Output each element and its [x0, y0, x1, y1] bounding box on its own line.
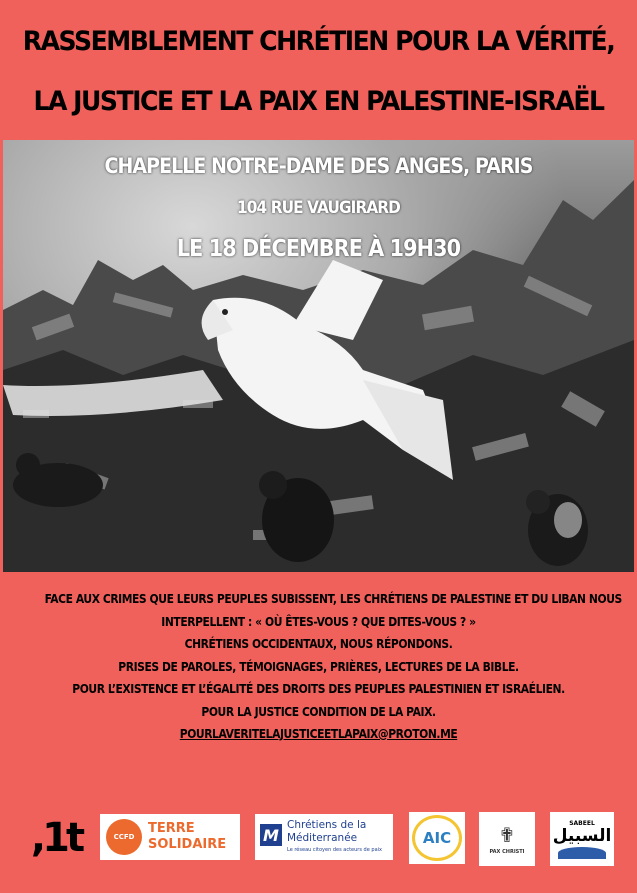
sabeel-label-en: SABEEL	[569, 819, 595, 827]
cdm-mark-icon: M	[260, 824, 282, 846]
ccfd-line-1: TERRE	[148, 821, 195, 836]
event-address: 104 RUE VAUGIRARD	[237, 198, 400, 218]
sabeel-logo	[550, 812, 614, 866]
cdm-wordmark	[287, 819, 366, 845]
poster-body	[0, 588, 637, 746]
pax-christi-label: PAX CHRISTI	[489, 849, 525, 855]
cdm-line-2: Méditerranée	[287, 832, 358, 844]
sabeel-label-ar: السبيل	[552, 825, 612, 846]
pax-christi-logo	[479, 812, 535, 866]
aic-ring: AIC	[412, 815, 462, 861]
contact-email-link[interactable]: POURLAVERITELAJUSTICEETLAPAIX@PROTON.ME	[179, 726, 458, 741]
body-line: FACE AUX CRIMES QUE LEURS PEUPLES SUBISSENT, LES CHRÉTIENS DE PALESTINE ET DU LIBAN NOUS	[44, 591, 622, 606]
title-line-1: RASSEMBLEMENT CHRÉTIEN POUR LA VÉRITÉ,	[22, 26, 615, 57]
ccfd-wordmark	[148, 821, 226, 853]
ccfd-line-2: SOLIDAIRE	[148, 837, 227, 852]
title-line-2: LA JUSTICE ET LA PAIX EN PALESTINE-ISRAËL	[33, 86, 604, 117]
chretiens-mediterranee-logo	[255, 814, 393, 860]
body-line: POUR L’EXISTENCE ET L’ÉGALITÉ DES DROITS DES PEUPLES PALESTINIEN ET ISRAÉLIEN.	[72, 681, 565, 696]
partner-logos	[0, 810, 637, 870]
ccfd-terre-solidaire-logo	[100, 814, 240, 860]
aic-logo	[409, 812, 465, 864]
body-line: PRISES DE PAROLES, TÉMOIGNAGES, PRIÈRES, LECTURES DE LA BIBLE.	[118, 658, 519, 674]
ccfd-badge: CCFD	[106, 819, 142, 855]
poster-title	[22, 12, 614, 132]
dove-rubble-photo	[3, 140, 634, 572]
cdm-tagline: Le réseau citoyen des acteurs de paix	[287, 847, 382, 853]
sabeel-wave-icon	[558, 847, 606, 859]
event-venue: CHAPELLE NOTRE-DAME DES ANGES, PARIS	[104, 154, 533, 178]
body-line: INTERPELLENT : « OÙ ÊTES-VOUS ? QUE DITES-VOUS ? »	[161, 613, 476, 629]
event-date: LE 18 DÉCEMBRE À 19H30	[176, 236, 461, 262]
pax-christi-cross-icon: ✟	[498, 823, 516, 847]
cdm-line-1: Chrétiens de la	[287, 819, 367, 831]
at-logo: ,1t	[30, 815, 82, 861]
body-line: POUR LA JUSTICE CONDITION DE LA PAIX.	[201, 703, 436, 719]
body-line: CHRÉTIENS OCCIDENTAUX, NOUS RÉPONDONS.	[184, 636, 453, 651]
